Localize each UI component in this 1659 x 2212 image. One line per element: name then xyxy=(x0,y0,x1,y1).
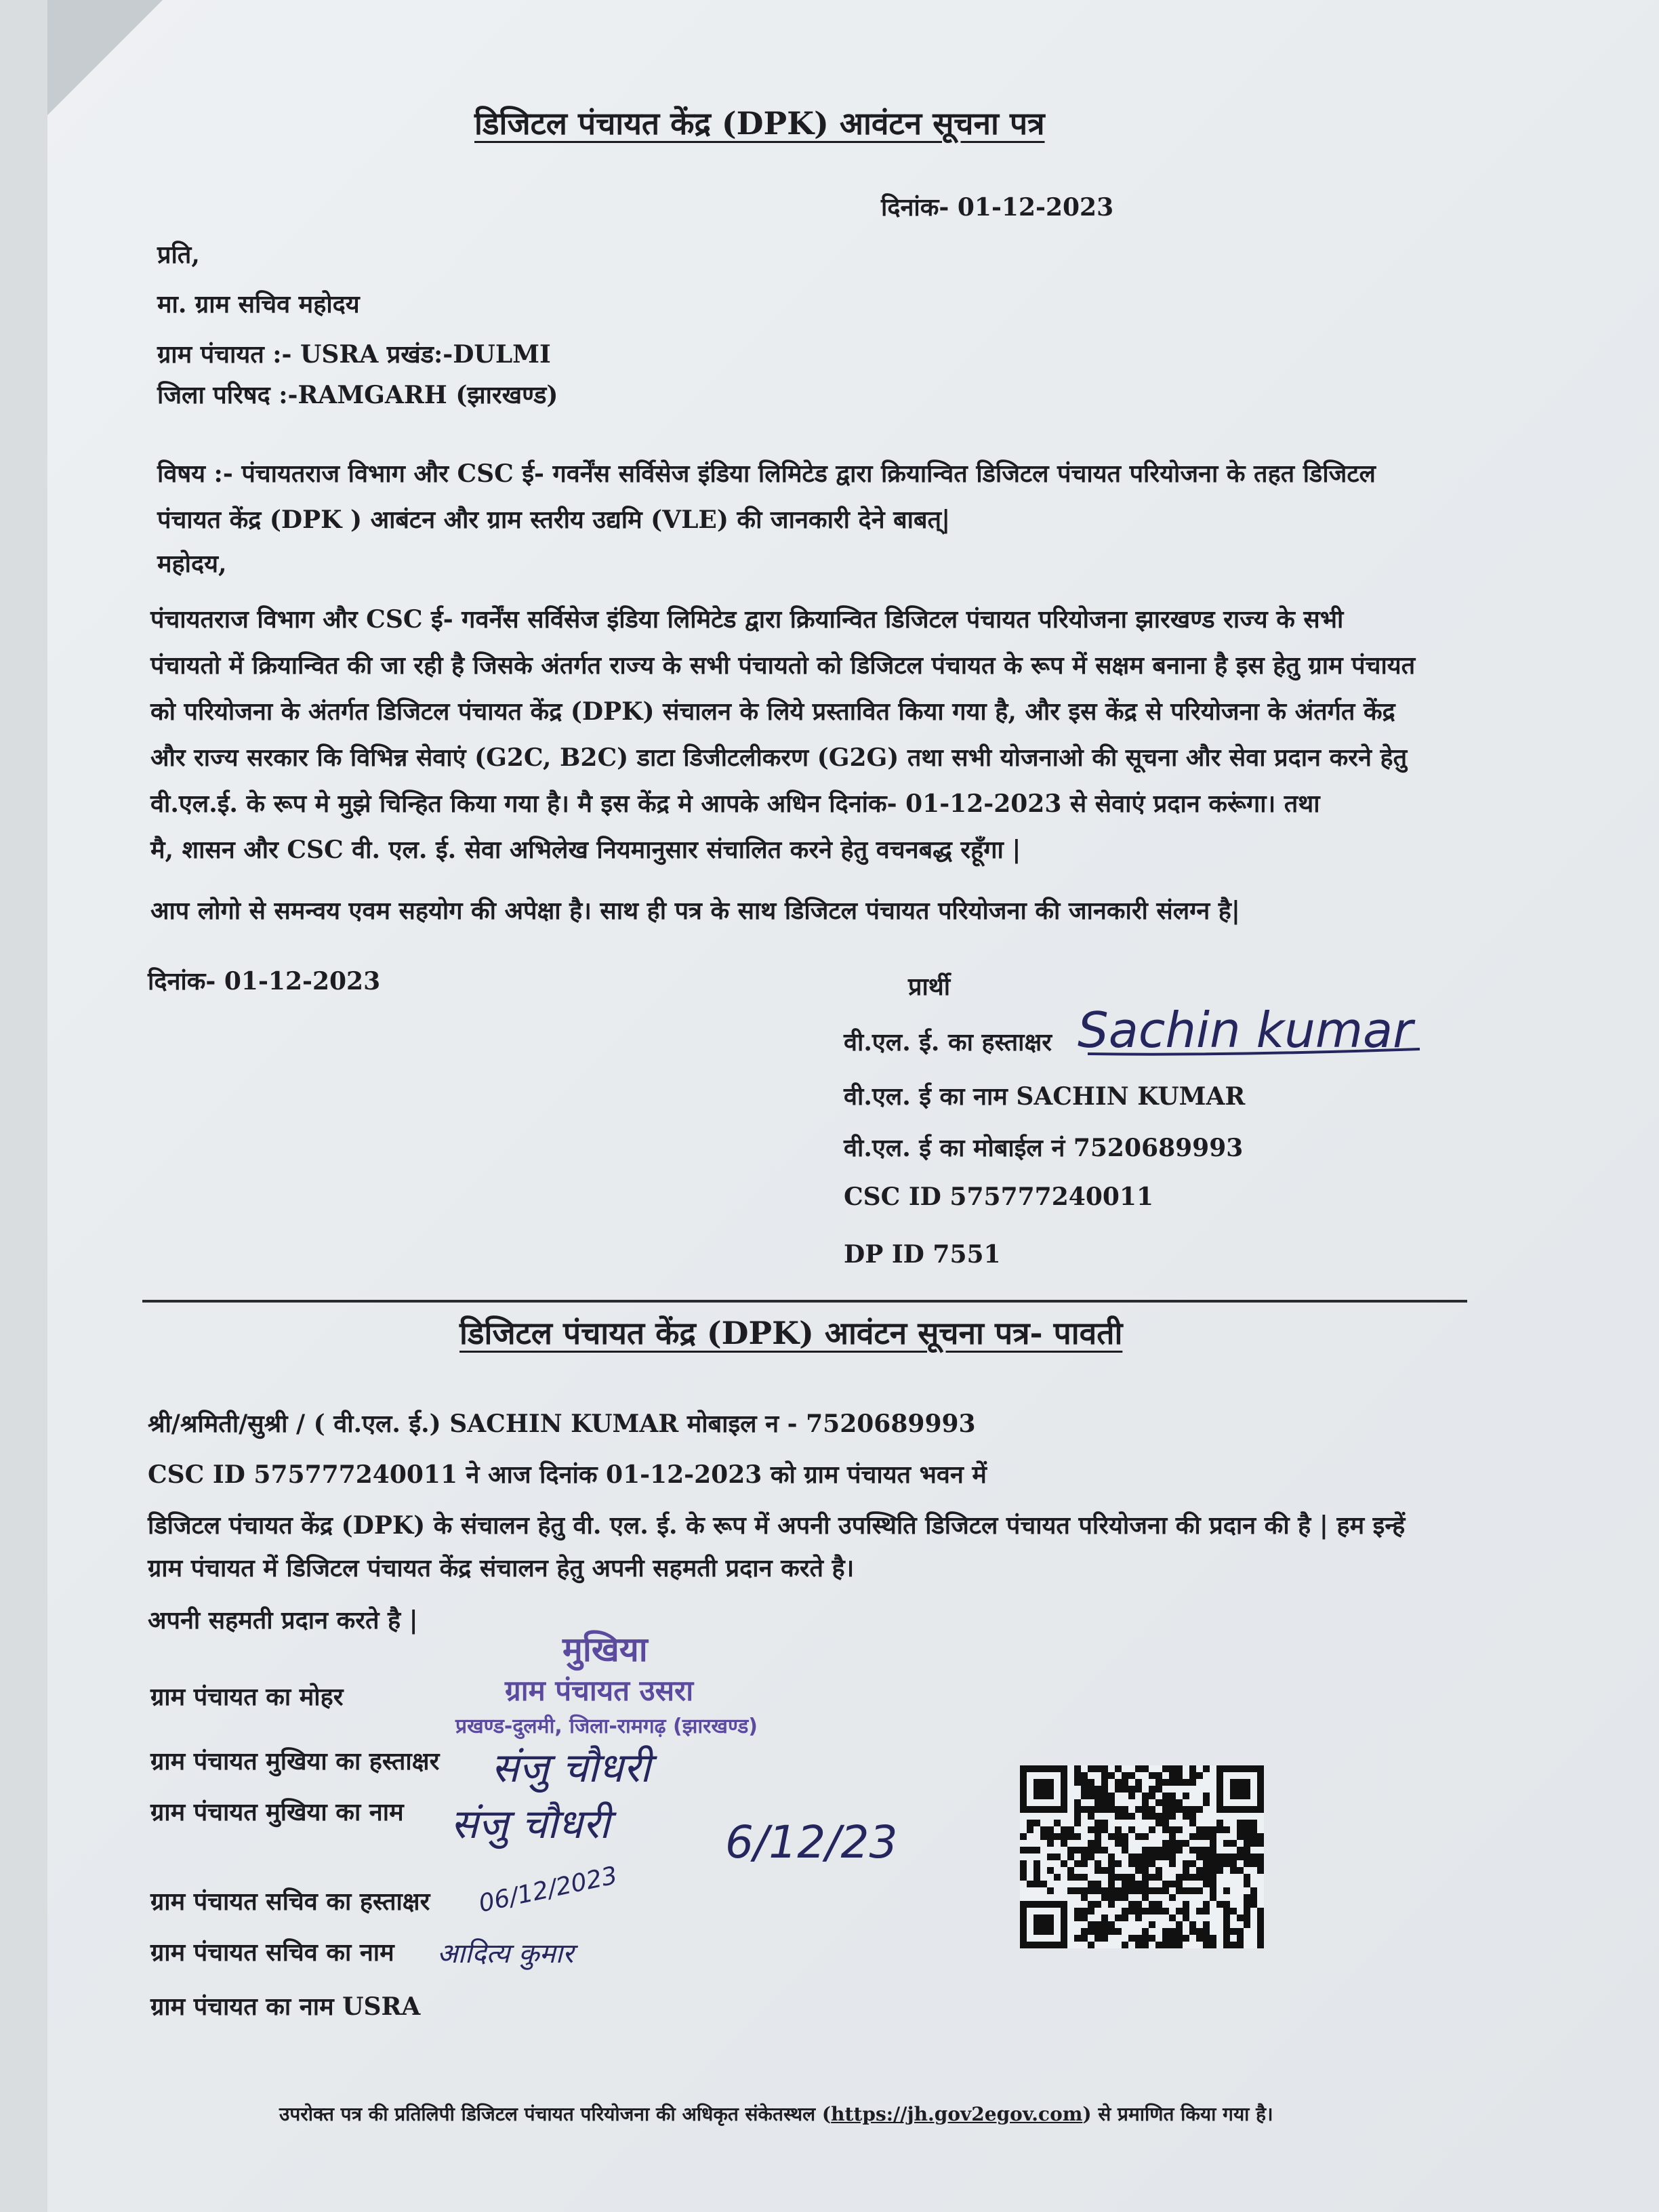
body-paragraph xyxy=(150,596,1415,873)
body-line: को परियोजना के अंतर्गत डिजिटल पंचायत केंद्र (DPK) संचालन के लिये प्रस्तावित किया गया है, और इस केंद्र से परियोजना के अंतर्गत केंद्र xyxy=(150,697,1395,726)
vle-name: वी.एल. ई का नाम SACHIN KUMAR xyxy=(844,1082,1246,1111)
receipt-line: ग्राम पंचायत में डिजिटल पंचायत केंद्र संचालन हेतु अपनी सहमती प्रदान करते है। xyxy=(148,1554,855,1582)
secretary-signature: 06/12/2023 xyxy=(476,1861,620,1919)
subject-paragraph xyxy=(157,451,1376,543)
receipt-line: डिजिटल पंचायत केंद्र (DPK) के संचालन हेतु वी. एल. ई. के रूप में अपनी उपस्थिति डिजिटल पंचायत परियोजना की प्रदान की है | हम इन्हें xyxy=(148,1511,1406,1540)
date-bottom: दिनांक- 01-12-2023 xyxy=(148,967,381,996)
qr-code xyxy=(1020,1765,1264,1948)
secretary-handwritten-name: आदित्य कुमार xyxy=(437,1938,574,1969)
panchayat-name: ग्राम पंचायत का नाम USRA xyxy=(150,1992,421,2021)
subject-line: विषय :- पंचायतराज विभाग और CSC ई- गवर्नेंस सर्विसेज इंडिया लिमिटेड द्वारा क्रियान्वित डिजिटल पंचायत परियोजना के तहत डिजिटल xyxy=(157,459,1376,488)
receipt-line: अपनी सहमती प्रदान करते है | xyxy=(148,1606,418,1635)
signature-underline xyxy=(1084,1037,1423,1064)
footer-text: उपरोक्त पत्र की प्रतिलिपी डिजिटल पंचायत परियोजना की अधिकृत संकेतस्थल ( xyxy=(279,2103,832,2125)
mukhiya-sign-label: ग्राम पंचायत मुखिया का हस्ताक्षर xyxy=(150,1747,440,1776)
salutation: महोदय, xyxy=(157,550,227,578)
receipt-title: डिजिटल पंचायत केंद्र (DPK) आवंटन सूचना पत्र- पावती xyxy=(459,1315,1123,1351)
date-top: दिनांक- 01-12-2023 xyxy=(881,193,1114,222)
applicant-heading: प्रार्थी xyxy=(908,972,951,1001)
footer-link[interactable]: https://jh.gov2egov.com xyxy=(831,2103,1083,2125)
footer-text-end: ) से प्रमाणित किया गया है। xyxy=(1082,2103,1273,2125)
stamp-title: मुखिया xyxy=(562,1630,648,1669)
vle-dp-id: DP ID 7551 xyxy=(844,1240,1001,1269)
subject-line: पंचायत केंद्र (DPK ) आबंटन और ग्राम स्तरीय उद्यमि (VLE) की जानकारी देने बाबत्| xyxy=(157,506,951,534)
vle-csc-id: CSC ID 575777240011 xyxy=(844,1183,1154,1211)
receipt-line: श्री/श्रमिती/सुश्री / ( वी.एल. ई.) SACHIN KUMAR मोबाइल न - 7520689993 xyxy=(148,1410,976,1438)
section-divider xyxy=(142,1300,1467,1303)
address-to: प्रति, xyxy=(157,241,200,269)
body-line: पंचायतो में क्रियान्वित की जा रही है जिसके अंतर्गत राज्य के सभी पंचायतो को डिजिटल पंचायत के रूप में सक्षम बनाना है इस हेतु ग्राम पंचायत xyxy=(150,651,1416,680)
stamp-panchayat: ग्राम पंचायत उसरा xyxy=(505,1674,694,1707)
body-line: वी.एल.ई. के रूप मे मुझे चिन्हित किया गया है। मै इस केंद्र मे आपके अधिन दिनांक- 01-12-2023 से सेवाएं प्रदान करूंगा। तथा xyxy=(150,790,1320,818)
secretary-name-label: ग्राम पंचायत सचिव का नाम xyxy=(150,1938,394,1967)
body-line: पंचायतराज विभाग और CSC ई- गवर्नेंस सर्विसेज इंडिया लिमिटेड द्वारा क्रियान्वित डिजिटल पंचायत परियोजना झारखण्ड राज्य के सभी xyxy=(150,605,1344,634)
body-line: और राज्य सरकार कि विभिन्न सेवाएं (G2C, B2C) डाटा डिजीटलीकरण (G2G) तथा सभी योजनाओ की सूचना और सेवा प्रदान करने हेतु xyxy=(150,743,1408,772)
secretary-sign-label: ग्राम पंचायत सचिव का हस्ताक्षर xyxy=(150,1887,430,1916)
mukhiya-name-label: ग्राम पंचायत मुखिया का नाम xyxy=(150,1798,404,1826)
address-recipient: मा. ग्राम सचिव महोदय xyxy=(157,290,360,319)
stamp-block: प्रखण्ड-दुलमी, जिला-रामगढ़ (झारखण्ड) xyxy=(455,1715,758,1738)
address-panchayat: ग्राम पंचायत :- USRA प्रखंड:-DULMI xyxy=(157,340,551,369)
vle-mobile: वी.एल. ई का मोबाईल नं 7520689993 xyxy=(844,1134,1244,1162)
footer-note xyxy=(279,2101,1273,2127)
receipt-line: CSC ID 575777240011 ने आज दिनांक 01-12-2023 को ग्राम पंचायत भवन में xyxy=(148,1460,987,1489)
vle-signature-label: वी.एल. ई. का हस्ताक्षर xyxy=(844,1028,1052,1057)
mukhiya-signature: संजु चौधरी xyxy=(491,1744,651,1792)
body-line: मै, शासन और CSC वी. एल. ई. सेवा अभिलेख नियमानुसार संचालित करने हेतु वचनबद्ध रहूँगा | xyxy=(150,836,1021,864)
document-title: डिजिटल पंचायत केंद्र (DPK) आवंटन सूचना पत्र xyxy=(474,105,1045,142)
vle-signature: Sachin kumar xyxy=(1078,1002,1413,1059)
page-fold-corner xyxy=(47,0,163,115)
seal-label: ग्राम पंचायत का मोहर xyxy=(150,1683,344,1711)
mukhiya-handwritten-name: संजु चौधरी xyxy=(451,1801,610,1848)
address-district: जिला परिषद :-RAMGARH (झारखण्ड) xyxy=(157,381,558,409)
handwritten-date: 6/12/23 xyxy=(725,1816,898,1868)
closing-line: आप लोगो से समन्वय एवम सहयोग की अपेक्षा है। साथ ही पत्र के साथ डिजिटल पंचायत परियोजना की जानकारी संलग्न है| xyxy=(150,897,1241,925)
